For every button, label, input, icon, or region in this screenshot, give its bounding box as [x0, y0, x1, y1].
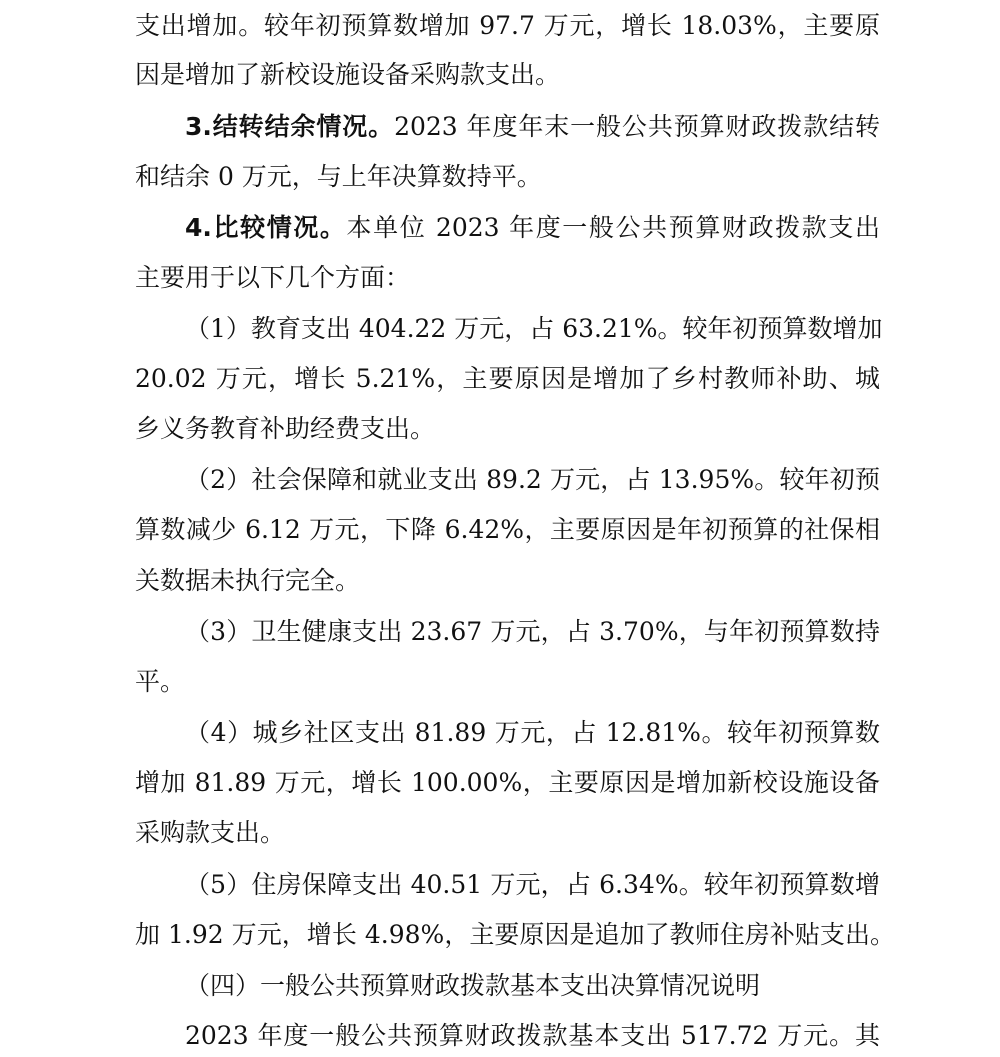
text-line: （1）教育支出 404.22 万元，占 63.21%。较年初预算数增加: [185, 314, 883, 343]
text-line: 增加 81.89 万元，增长 100.00%，主要原因是增加新校设施设备: [135, 768, 880, 797]
text-line: 和结余 0 万元，与上年决算数持平。: [135, 162, 542, 191]
text-span: 2023 年度年末一般公共预算财政拨款结转: [394, 112, 880, 141]
text-line: 乡义务教育补助经费支出。: [135, 414, 436, 443]
text-line: （5）住房保障支出 40.51 万元，占 6.34%。较年初预算数增: [185, 870, 880, 899]
paragraph-heading: 4.比较情况。: [185, 213, 347, 242]
text-line: 平。: [135, 667, 186, 696]
paragraph-heading: 3.结转结余情况。: [185, 112, 395, 141]
text-line: [185, 208, 880, 248]
text-line: 采购款支出。: [135, 818, 286, 847]
text-line: （3）卫生健康支出 23.67 万元，占 3.70%，与年初预算数持: [185, 617, 880, 646]
text-line: 2023 年度一般公共预算财政拨款基本支出 517.72 万元。其: [185, 1021, 880, 1050]
text-line: 主要用于以下几个方面：: [135, 263, 411, 292]
text-line: 20.02 万元，增长 5.21%，主要原因是增加了乡村教师补助、城: [135, 364, 880, 393]
text-line: 支出增加。较年初预算数增加 97.7 万元，增长 18.03%，主要原: [135, 11, 880, 40]
text-line: 算数减少 6.12 万元，下降 6.42%，主要原因是年初预算的社保相: [135, 515, 880, 544]
text-line: （2）社会保障和就业支出 89.2 万元，占 13.95%。较年初预: [185, 465, 880, 494]
section-heading: （四）一般公共预算财政拨款基本支出决算情况说明: [185, 971, 761, 1000]
text-line: 加 1.92 万元，增长 4.98%，主要原因是追加了教师住房补贴支出。: [135, 920, 895, 949]
text-line: （4）城乡社区支出 81.89 万元，占 12.81%。较年初预算数: [185, 718, 880, 747]
text-line: 因是增加了新校设施设备采购款支出。: [135, 60, 561, 89]
text-line: [185, 107, 880, 147]
text-span: 本单位 2023 年度一般公共预算财政拨款支出: [346, 213, 880, 242]
text-line: 关数据未执行完全。: [135, 566, 361, 595]
